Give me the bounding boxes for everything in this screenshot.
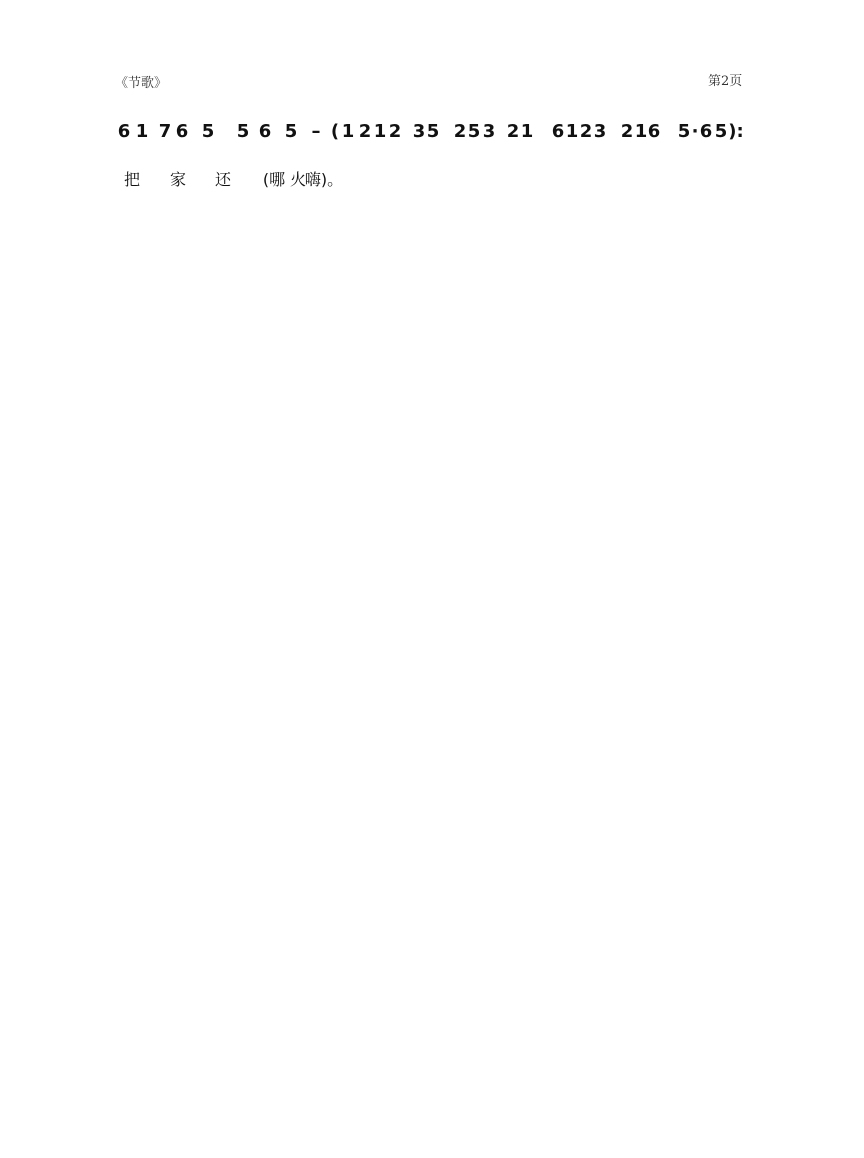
- note: 5: [284, 121, 298, 142]
- note: ·: [691, 121, 699, 142]
- note: 3: [482, 121, 496, 142]
- note: 6: [647, 121, 661, 142]
- note: 2: [388, 121, 402, 142]
- note: –: [311, 121, 321, 142]
- note: 5: [677, 121, 691, 142]
- note: 5: [236, 121, 250, 142]
- lyric-word: 火: [289, 170, 307, 189]
- note: 6: [551, 121, 565, 142]
- page-number: 第2页: [708, 74, 743, 89]
- note: 5: [467, 121, 481, 142]
- note: 2: [358, 121, 372, 142]
- note: 1: [135, 121, 149, 142]
- score-symbol: ):: [728, 121, 744, 142]
- note: 2: [579, 121, 593, 142]
- song-title: 《节歌》: [115, 76, 168, 91]
- note: 5: [714, 121, 728, 142]
- note: 6: [175, 121, 189, 142]
- note: 3: [412, 121, 426, 142]
- note: 2: [506, 121, 520, 142]
- lyric-word: (哪: [262, 170, 286, 189]
- note: 1: [634, 121, 648, 142]
- note: 6: [258, 121, 272, 142]
- lyric-word: 家: [169, 170, 187, 189]
- score-symbol: (: [330, 121, 340, 142]
- lyric-word: 把: [123, 170, 141, 189]
- note: 1: [341, 121, 355, 142]
- note: 2: [620, 121, 634, 142]
- lyric-word: 还: [214, 170, 232, 189]
- note: 5: [426, 121, 440, 142]
- note: 6: [699, 121, 713, 142]
- note: 1: [565, 121, 579, 142]
- note: 3: [593, 121, 607, 142]
- note: 6: [117, 121, 131, 142]
- note: 1: [520, 121, 534, 142]
- lyric-word: 嗨)。: [304, 170, 344, 189]
- note: 1: [373, 121, 387, 142]
- note: 5: [201, 121, 215, 142]
- note: 7: [158, 121, 172, 142]
- note: 2: [453, 121, 467, 142]
